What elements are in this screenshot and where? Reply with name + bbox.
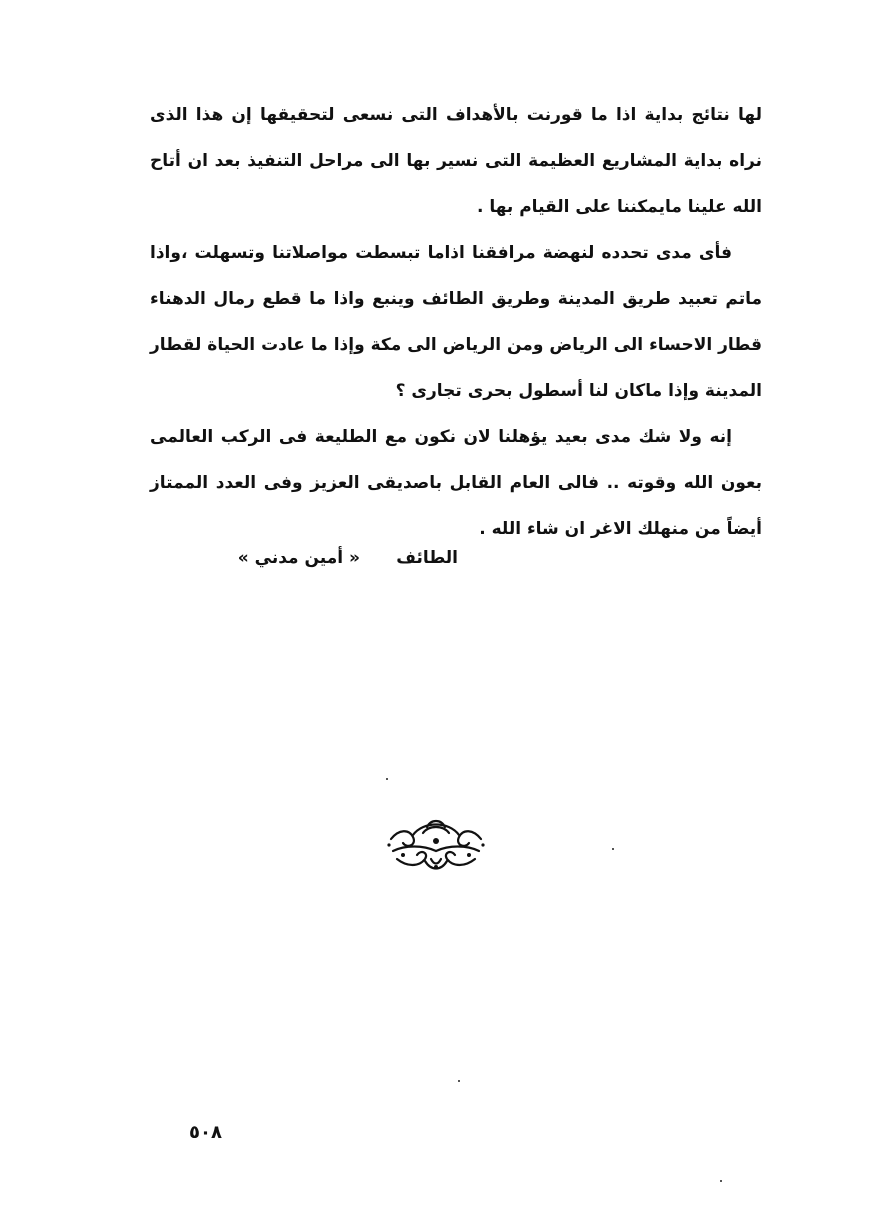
decorative-ornament-icon xyxy=(383,815,489,875)
scan-speck xyxy=(386,778,388,780)
paragraph-2: فأى مدى تحدده لنهضة مرافقنا اذاما تبسطت مواصلاتنا وتسهلت ،واذا ماتم تعبيد طريق المدينة وطريق الطائف وينبع واذا ما قطع رمال الدهناء قطار الاحساء الى الرياض ومن الرياض الى مكة وإذا ما عادت الحياة لقطار المدينة وإذا ماكان لنا أسطول بحرى تجارى ؟ xyxy=(150,243,762,401)
article-body xyxy=(150,92,762,552)
signature-author: « أمين مدني » xyxy=(237,548,360,568)
scan-speck xyxy=(612,848,614,850)
paragraph-3: إنه ولا شك مدى بعيد يؤهلنا لان نكون مع الطليعة فى الركب العالمى بعون الله وقوته .. فالى العام القابل باصديقى العزيز وفى العدد الممتاز أيضاً من منهلك الاغر ان شاء الله . xyxy=(150,427,762,539)
paragraph-1: لها نتائج بداية اذا ما قورنت بالأهداف التى نسعى لتحقيقها إن هذا الذى نراه بداية المشاريع العظيمة التى نسير بها الى مراحل التنفيذ بعد ان أتاح الله علينا مايمكننا على القيام بها . xyxy=(150,105,762,217)
scan-speck xyxy=(458,1080,460,1082)
page-number: ٥٠٨ xyxy=(189,1122,222,1143)
scan-speck xyxy=(720,1180,722,1182)
signature-place: الطائف xyxy=(396,548,458,568)
signature-block xyxy=(150,548,762,588)
